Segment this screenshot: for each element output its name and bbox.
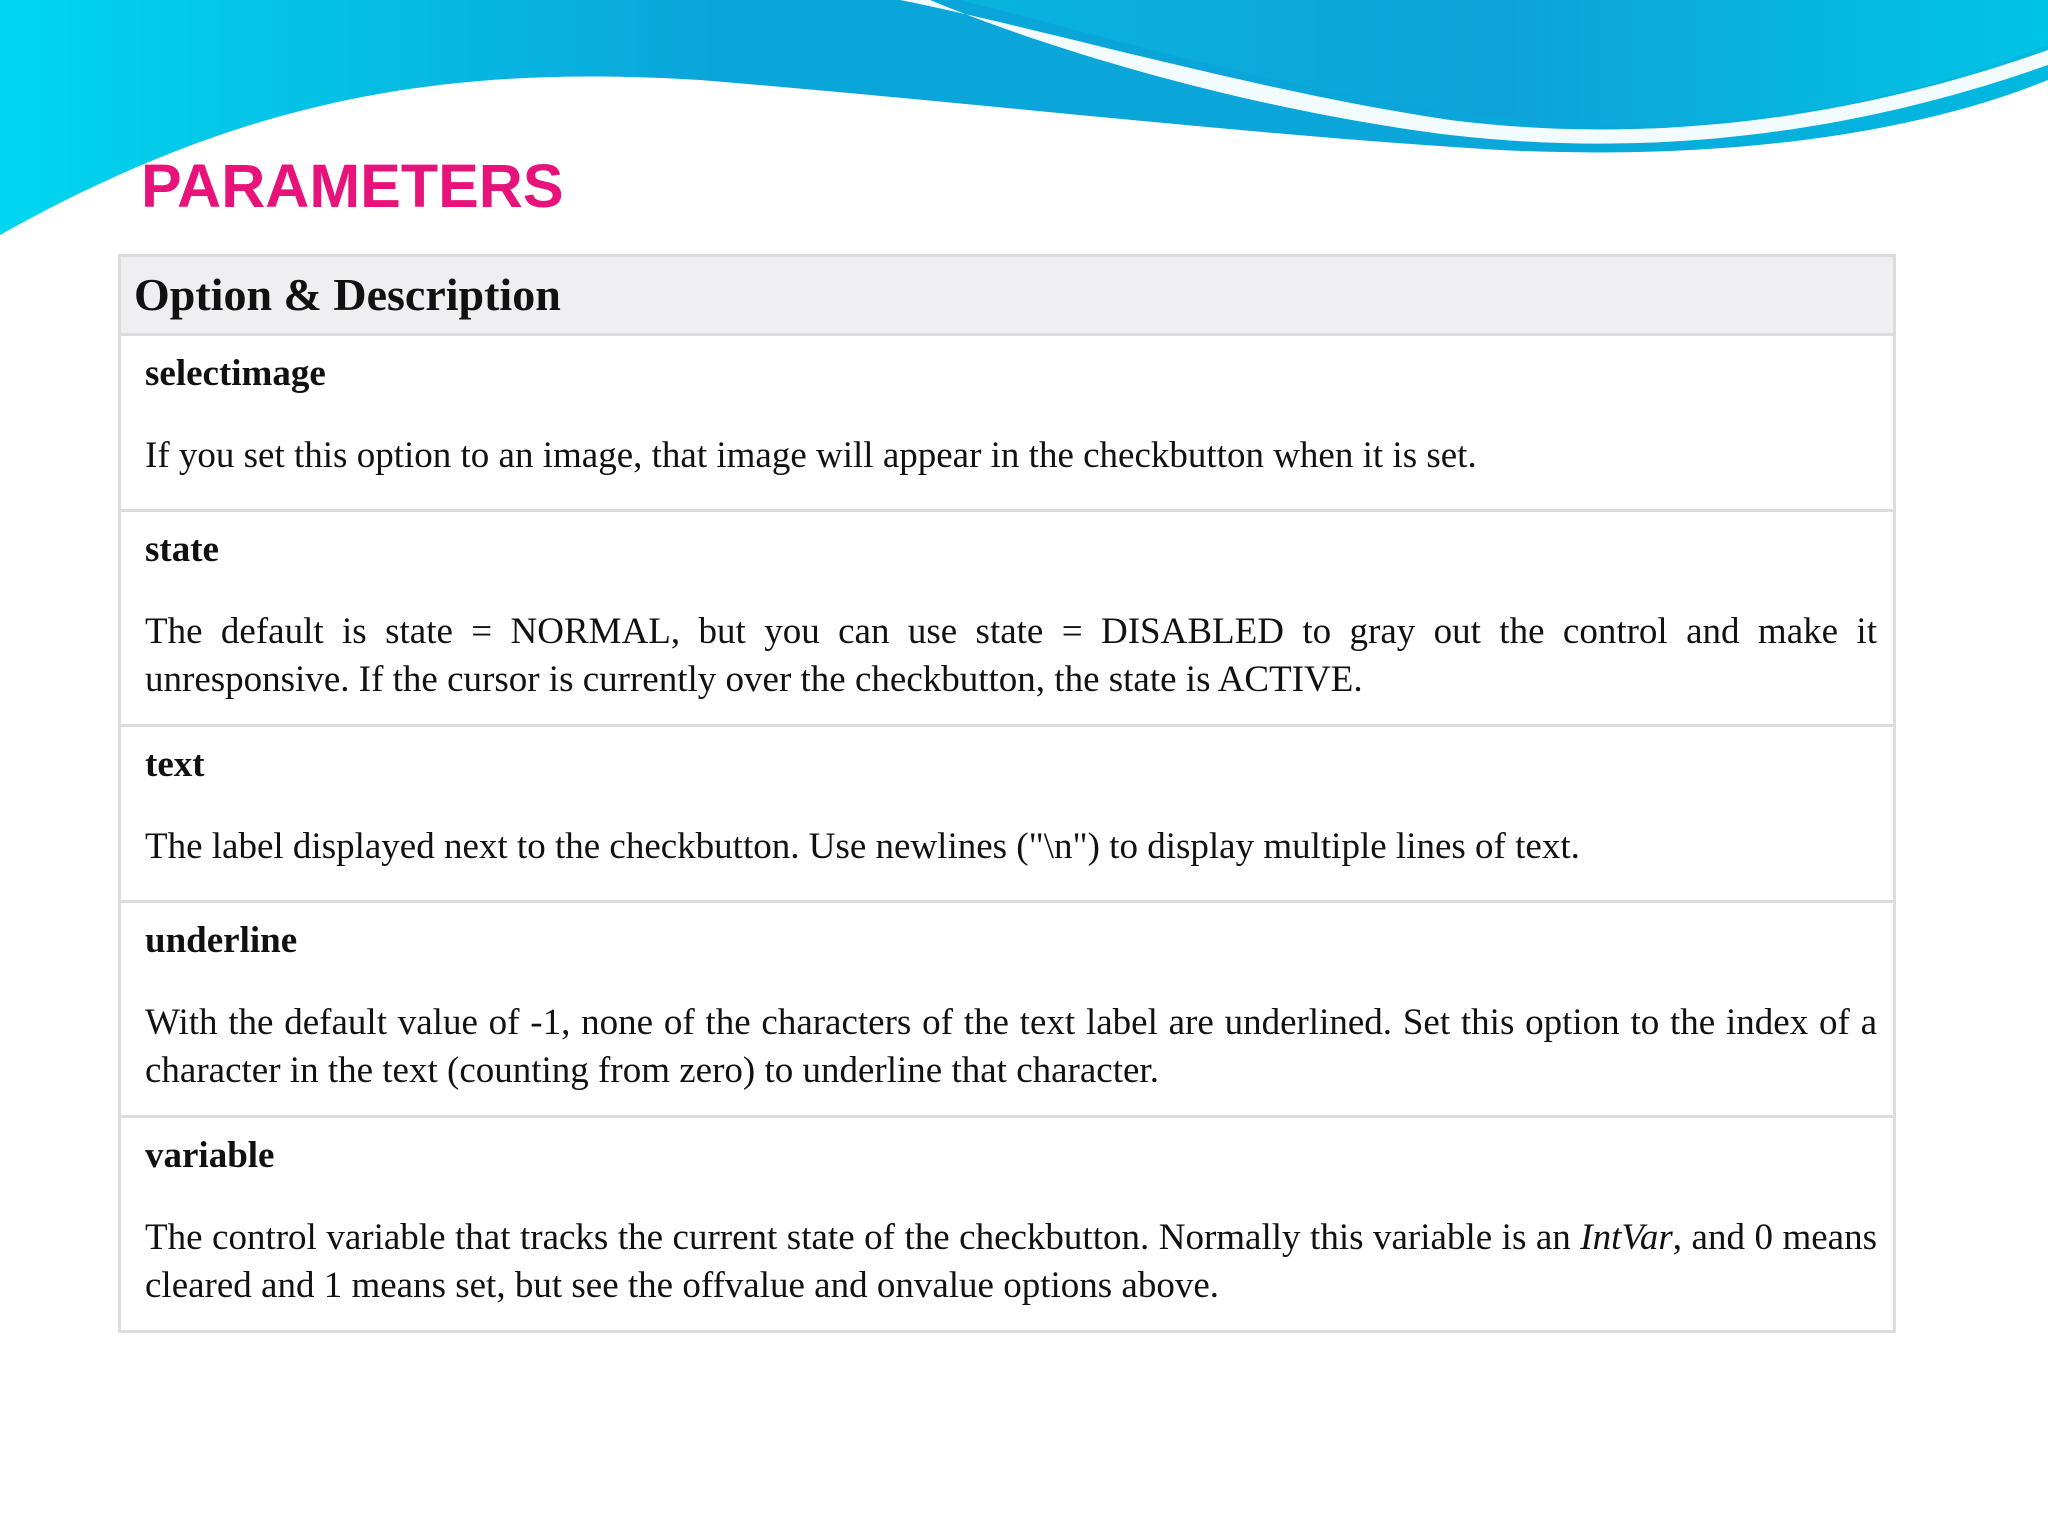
- table-row: [121, 727, 1893, 903]
- option-description: With the default value of -1, none of the characters of the text label are underlined. Set this option to the index of a character in the text (counting from zero) to underline that character.: [145, 1002, 1877, 1091]
- option-description: The label displayed next to the checkbutton. Use newlines ("\n") to display multiple lines of text.: [145, 826, 1580, 867]
- option-name: state: [145, 529, 219, 570]
- option-name: text: [145, 744, 205, 785]
- description-text: , and 0 means cleared and 1 means set, but see the offvalue and onvalue options above.: [145, 1217, 1877, 1306]
- table-row: [121, 903, 1893, 1118]
- table-row: [121, 1118, 1893, 1330]
- options-table: [118, 254, 1896, 1333]
- option-name: selectimage: [145, 353, 326, 394]
- option-description: [145, 1214, 1877, 1310]
- description-italic-term: IntVar: [1580, 1217, 1673, 1258]
- option-name: underline: [145, 920, 298, 961]
- slide-title: PARAMETERS: [141, 152, 564, 220]
- table-header: [121, 257, 1893, 336]
- description-text: The control variable that tracks the current state of the checkbutton. Normally this variable is an: [145, 1217, 1581, 1258]
- table-row: [121, 336, 1893, 512]
- option-description: The default is state = NORMAL, but you can use state = DISABLED to gray out the control and make it unresponsive. If the cursor is currently over the checkbutton, the state is ACTIVE.: [145, 611, 1877, 700]
- table-header-label: Option & Description: [134, 268, 561, 320]
- option-name: variable: [145, 1135, 275, 1176]
- option-description: If you set this option to an image, that image will appear in the checkbutton when it is set.: [145, 435, 1477, 476]
- table-row: [121, 512, 1893, 727]
